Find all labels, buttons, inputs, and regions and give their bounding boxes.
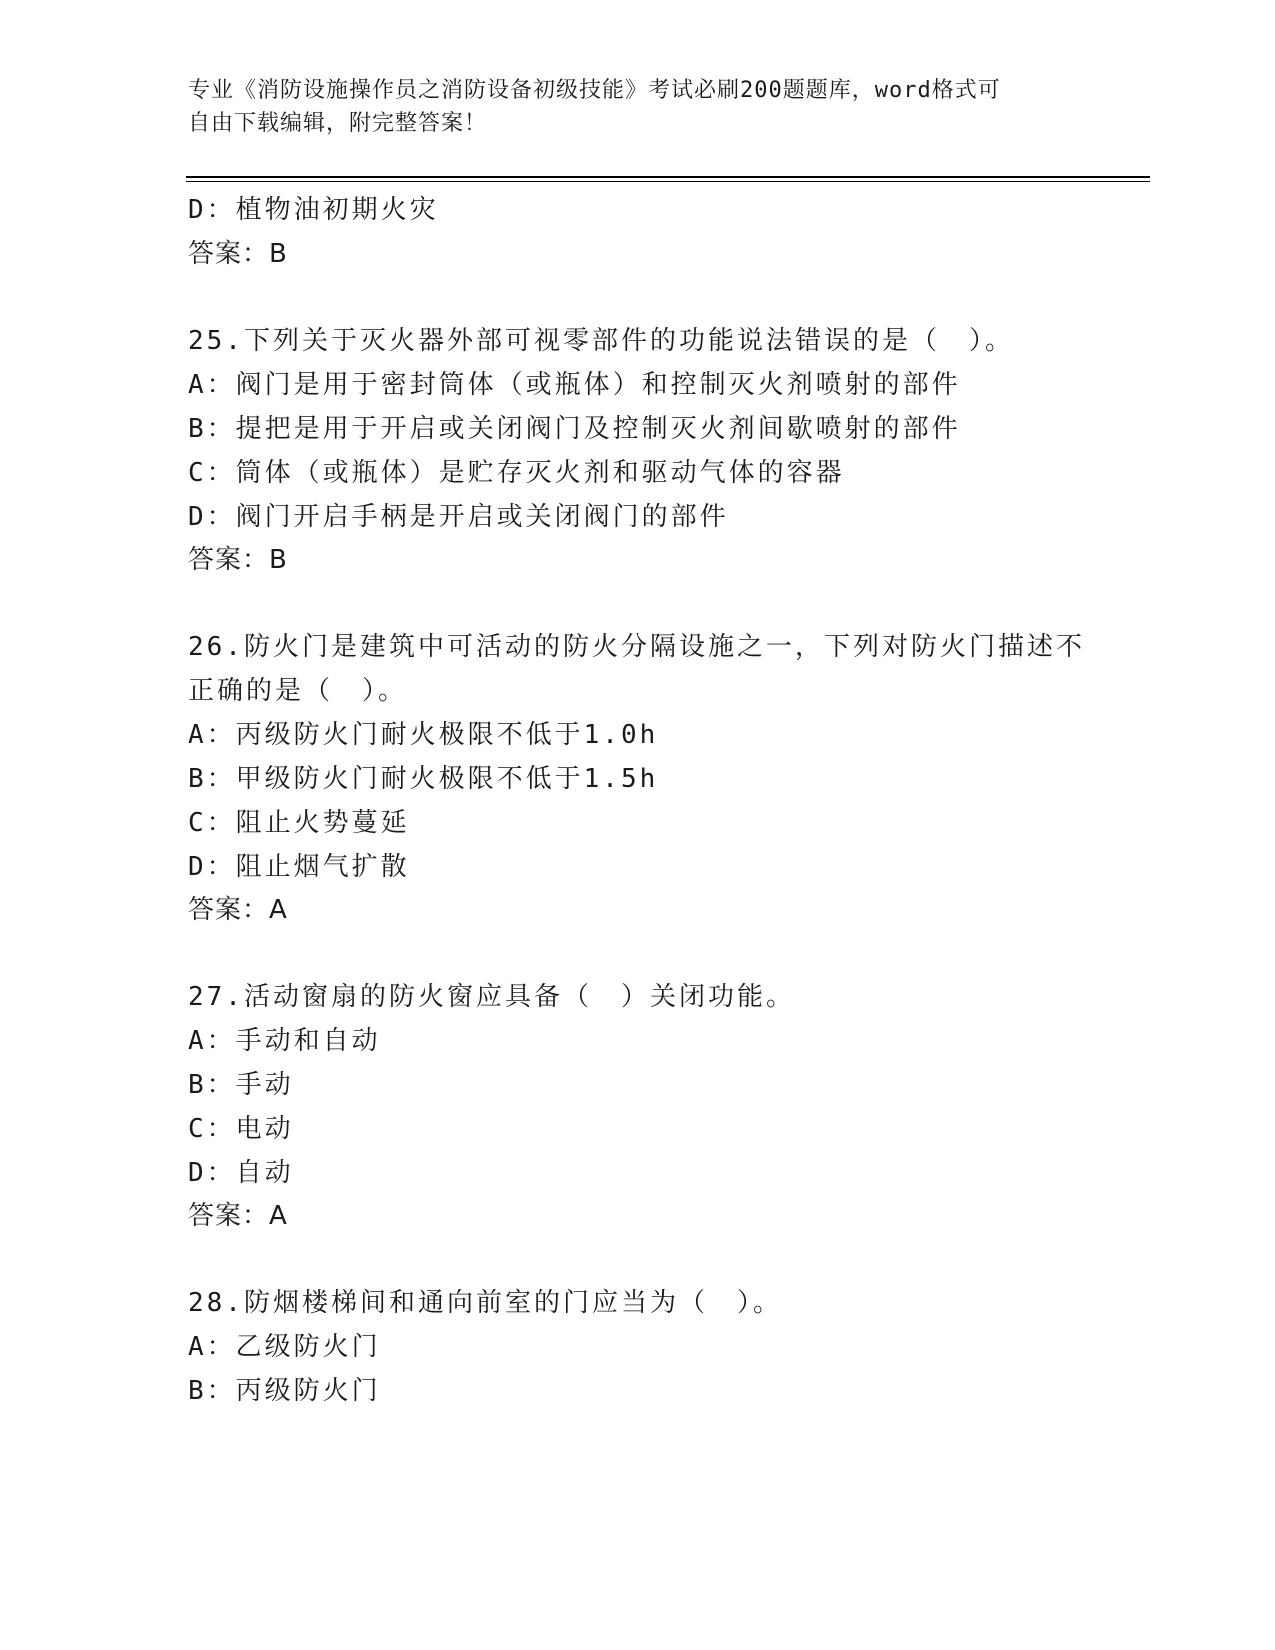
q25-answer: 答案：B <box>188 545 288 575</box>
q26-stem-line-1: 26.防火门是建筑中可活动的防火分隔设施之一，下列对防火门描述不 <box>188 632 1085 662</box>
q27-stem: 27.活动窗扇的防火窗应具备（ ）关闭功能。 <box>188 982 795 1012</box>
q26-option-a: A：丙级防火门耐火极限不低于1.0h <box>188 720 659 750</box>
q25-stem: 25.下列关于灭火器外部可视零部件的功能说法错误的是（ ）。 <box>188 326 1014 356</box>
q27-option-c: C：电动 <box>188 1114 294 1144</box>
q26-option-c: C：阻止火势蔓延 <box>188 808 410 838</box>
q28-option-b: B：丙级防火门 <box>188 1376 381 1406</box>
q25-option-c: C：筒体（或瓶体）是贮存灭火剂和驱动气体的容器 <box>188 458 845 488</box>
header-divider-thick <box>186 176 1150 178</box>
q25-option-a: A：阀门是用于密封筒体（或瓶体）和控制灭火剂喷射的部件 <box>188 370 961 400</box>
q28-stem: 28.防烟楼梯间和通向前室的门应当为（ ）。 <box>188 1288 782 1318</box>
q26-stem-line-2: 正确的是（ ）。 <box>188 676 408 706</box>
q27-option-b: B：手动 <box>188 1070 294 1100</box>
q28-option-a: A：乙级防火门 <box>188 1332 381 1362</box>
q27-answer: 答案：A <box>188 1201 288 1231</box>
header-divider-thin <box>186 181 1150 182</box>
q26-option-b: B：甲级防火门耐火极限不低于1.5h <box>188 764 659 794</box>
q27-option-d: D：自动 <box>188 1158 294 1188</box>
prev-option-d: D：植物油初期火灾 <box>188 195 439 225</box>
header-line-1: 专业《消防设施操作员之消防设备初级技能》考试必刷200题题库，word格式可 <box>188 78 1001 103</box>
q27-option-a: A：手动和自动 <box>188 1026 381 1056</box>
q26-option-d: D：阻止烟气扩散 <box>188 852 410 882</box>
q25-option-d: D：阀门开启手柄是开启或关闭阀门的部件 <box>188 502 729 532</box>
prev-answer: 答案：B <box>188 239 288 269</box>
q26-answer: 答案：A <box>188 895 288 925</box>
document-header <box>188 74 1088 140</box>
q25-option-b: B：提把是用于开启或关闭阀门及控制灭火剂间歇喷射的部件 <box>188 414 961 444</box>
header-line-2: 自由下载编辑，附完整答案！ <box>188 111 488 136</box>
